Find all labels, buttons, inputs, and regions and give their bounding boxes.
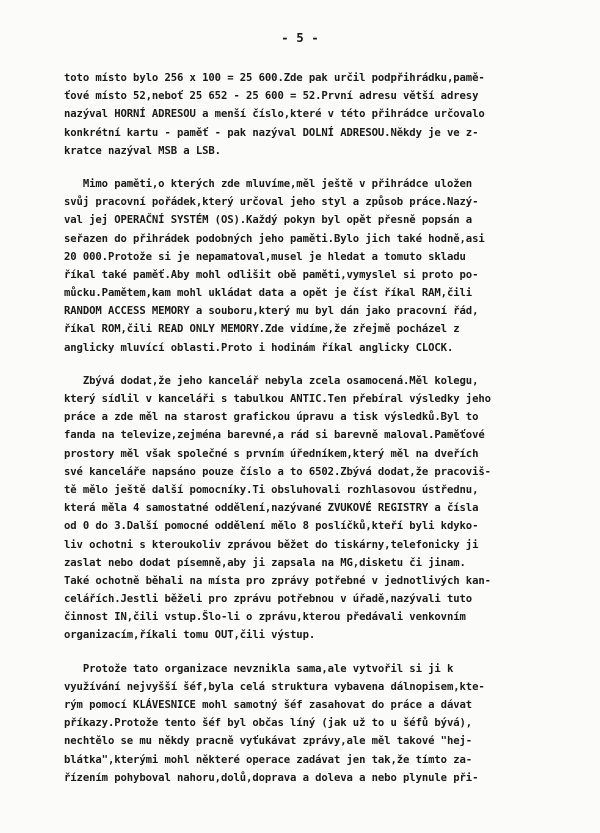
text-line: příkazy.Protože tento šéf byl občas líný (jak už to u šéfů bývá), [64, 717, 473, 730]
paragraph [64, 175, 544, 357]
text-line: Také ochotně běhali na místa pro zprávy potřebné v jednotlivých kan- [64, 574, 491, 587]
text-line: říkal také paměť.Aby mohl odlišit obě paměti,vymyslel si proto po- [64, 268, 479, 281]
text-line: práce a zde měl na starost grafickou úpravu a tisk výsledků.Byl to [64, 411, 479, 424]
text-line: rým pomocí KLÁVESNICE mohl samotný šéf zasahovat do práce a dávat [64, 699, 473, 711]
text-line: Protože tato organizace nevznikla sama,ale vytvořil si ji k [64, 662, 454, 675]
text-line: seřazen do přihrádek podobných jeho paměti.Bylo jich také hodně,asi [64, 232, 485, 245]
text-line: organizacím,říkali tomu OUT,čili výstup. [64, 629, 316, 642]
text-line: Mimo paměti,o kterých zde mluvíme,měl ještě v přihrádce uložen [64, 177, 473, 190]
text-line: val jej OPERAČNÍ SYSTÉM (OS).Každý pokyn byl opět přesně popsán a [64, 214, 473, 227]
text-line: anglicky mluvící oblasti.Proto i hodinám říkal anglicky CLOCK. [64, 341, 454, 354]
text-line: RANDOM ACCESS MEMORY a souboru,který mu byl dán jako pracovní řád, [64, 305, 479, 318]
text-line: své kanceláře napsáno pouze číslo a to 6502.Zbývá dodat,že pracoviš- [64, 465, 491, 478]
text-line: celářích.Jestli běželi pro zprávu potřebnou v úřadě,nazývali tuto [64, 593, 473, 606]
text-line: liv ochotni s kteroukoliv zprávou běžet do tiskárny,telefonicky ji [64, 538, 479, 551]
text-line: Zbývá dodat,že jeho kancelář nebyla zcela osamocená.Měl kolegu, [64, 374, 479, 387]
text-line: která měla 4 samostatné oddělení,nazývané ZVUKOVÉ REGISTRY a čísla [64, 502, 479, 515]
text-line: 20 000.Protože si je nepamatoval,musel je hledat a tomuto skladu [64, 250, 466, 263]
text-line: toto místo bylo 256 x 100 = 25 600.Zde pak určil podpřihrádku,pamě- [64, 72, 485, 84]
text-line: fanda na televize,zejména barevné,a rád si barevně maloval.Paměťové [64, 429, 485, 442]
text-line: činnost IN,čili vstup.Šlo-li o zprávu,kterou předávali venkovním [64, 611, 466, 624]
page-number: - 5 - [281, 30, 319, 45]
paragraph [64, 372, 544, 645]
body-text [64, 69, 544, 787]
text-line: ťové místo 52,neboť 25 652 - 25 600 = 52.První adresu větší adresy [64, 90, 479, 103]
text-line: který sídlil v kanceláři s tabulkou ANTIC.Ten přebíral výsledky jeho [64, 393, 491, 405]
text-line: zaslat nebo dodat písemně,aby ji zapsala na MG,disketu či jinam. [64, 556, 466, 569]
text-line: řízením pohyboval nahoru,dolů,doprava a doleva a nebo plynule při- [64, 771, 479, 784]
text-line: můcku.Pamětem,kam mohl ukládat data a opět je číst říkal RAM,čili [64, 287, 473, 300]
paragraph-gap [64, 160, 544, 175]
paragraph [64, 660, 544, 787]
text-line: od 0 do 3.Další pomocné oddělení mělo 8 poslíčků,kteří byli kdyko- [64, 520, 479, 533]
text-line: říkal ROM,čili READ ONLY MEMORY.Zde vidíme,že zřejmě pocházel z [64, 323, 460, 336]
text-line: svůj pracovní pořádek,který určoval jeho styl a způsob práce.Nazý- [64, 196, 479, 209]
text-line: tě mělo ještě další pomocníky.Ti obsluhovali rozhlasovou ústřednu, [64, 483, 479, 496]
text-line: prostory měl však společné s prvním úředníkem,který měl na dveřích [64, 447, 479, 460]
text-line: blátka",kterými mohl některé operace zadávat jen tak,že tímto za- [64, 753, 473, 766]
text-line: nechtělo se mu někdy pracně vyťukávat zprávy,ale měl takové "hej- [64, 735, 473, 748]
paragraph [64, 69, 544, 160]
text-line: konkrétní kartu - paměť - pak nazýval DOLNÍ ADRESOU.Někdy je ve z- [64, 126, 479, 139]
paragraph-gap [64, 357, 544, 372]
paragraph-gap [64, 645, 544, 660]
text-line: nazýval HORNÍ ADRESOU a menší číslo,které v této přihrádce určovalo [64, 108, 485, 121]
text-line: využívání nejvyšší šéf,byla celá struktura vybavena dálnopisem,kte- [64, 680, 485, 693]
text-line: kratce nazýval MSB a LSB. [64, 144, 221, 157]
